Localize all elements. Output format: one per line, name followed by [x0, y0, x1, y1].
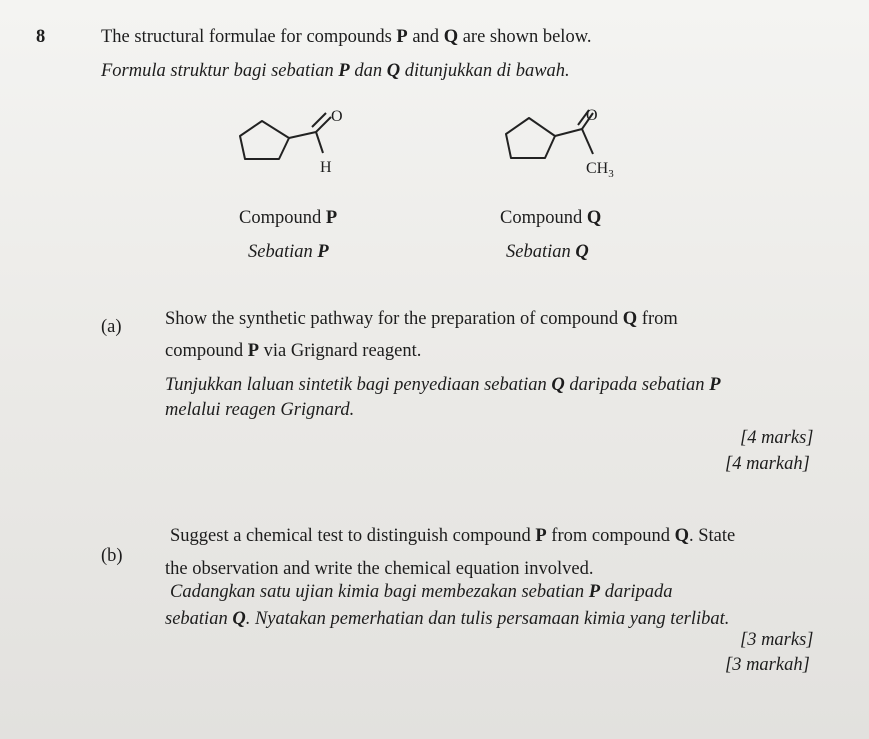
- label-text: Sebatian: [248, 242, 318, 262]
- part-a-ms-line2: melalui reagen Grignard.: [165, 400, 355, 420]
- bond-c-o-p-1: [316, 117, 331, 132]
- part-b-ms-line2: [165, 610, 729, 629]
- compound-p-label-en: [239, 209, 337, 228]
- compound-q-label-en: [500, 209, 601, 228]
- methyl-subscript: 3: [608, 168, 614, 180]
- text: daripada sebatian: [564, 375, 710, 395]
- part-b-en-line1: [170, 527, 735, 546]
- label-letter: P: [317, 242, 329, 262]
- part-b-en-line2: the observation and write the chemical equation involved.: [165, 559, 594, 579]
- intro-en-text-2: and: [407, 27, 444, 47]
- oxygen-atom-p: O: [331, 108, 343, 125]
- text: . State: [688, 526, 736, 546]
- bond-c-h-p: [316, 132, 323, 153]
- label-text: Compound: [500, 208, 587, 228]
- hydrogen-atom-p: H: [320, 159, 332, 176]
- intro-ms-text-2: dan: [349, 61, 387, 81]
- intro-en-q: Q: [443, 27, 459, 47]
- text: from compound: [546, 526, 675, 546]
- text: Cadangkan satu ujian kimia bagi membezakan sebatian: [170, 582, 589, 602]
- label-letter: Q: [586, 208, 602, 228]
- intro-en-p: P: [396, 27, 408, 47]
- oxygen-atom-q: O: [586, 107, 598, 124]
- compound-p-ref: P: [709, 375, 721, 395]
- part-a-label: (a): [101, 317, 122, 337]
- compound-q-structure: [506, 110, 593, 158]
- intro-en-text-1: The structural formulae for compounds: [101, 27, 397, 47]
- part-a-en-line1: [165, 310, 678, 329]
- marks-text: [3 markah]: [725, 655, 810, 675]
- label-text: Compound: [239, 208, 326, 228]
- part-a-en-line2: [165, 342, 421, 361]
- compound-p-ref: P: [535, 526, 547, 546]
- compound-q-ref: Q: [622, 309, 638, 329]
- intro-ms-p: P: [338, 61, 350, 81]
- text: sebatian: [165, 609, 233, 629]
- marks-text: [4 marks]: [740, 428, 814, 448]
- text: Show the synthetic pathway for the preparation of compound: [165, 309, 623, 329]
- part-a-marks-en: [740, 429, 814, 448]
- label-letter: Q: [575, 242, 589, 262]
- part-a-ms-line1: [165, 376, 721, 395]
- compound-p-ref: P: [588, 582, 601, 602]
- text: . Nyatakan pemerhatian dan tulis persamaan kimia yang terlibat.: [245, 609, 730, 629]
- text: Tunjukkan laluan sintetik bagi penyediaan sebatian: [165, 375, 552, 395]
- text: daripada: [600, 582, 673, 602]
- text: compound: [165, 341, 248, 361]
- marks-text: [4 markah]: [725, 454, 810, 474]
- intro-ms-q: Q: [386, 61, 401, 81]
- text: Suggest a chemical test to distinguish compound: [170, 526, 536, 546]
- part-b-label: (b): [101, 546, 123, 566]
- structural-formulae: [0, 0, 869, 300]
- part-a-marks-ms: [725, 455, 810, 474]
- part-b-marks-ms: [725, 656, 810, 675]
- intro-ms-text-1: Formula struktur bagi sebatian: [101, 61, 339, 81]
- compound-q-ref: Q: [674, 526, 689, 546]
- label-text: Sebatian: [506, 242, 576, 262]
- part-b-marks-en: [740, 631, 814, 650]
- bond-c-ch3-q: [582, 129, 593, 154]
- marks-text: [3 marks]: [740, 630, 814, 650]
- text: via Grignard reagent.: [259, 341, 422, 361]
- compound-p-label-ms: [248, 243, 329, 262]
- part-b-ms-line1: [170, 583, 673, 602]
- compound-q-ref: Q: [551, 375, 565, 395]
- question-number: 8: [36, 27, 46, 47]
- cyclopentane-ring-p: [240, 121, 289, 159]
- methyl-group-q: [586, 160, 614, 180]
- compound-q-ref: Q: [232, 609, 246, 629]
- compound-q-label-ms: [506, 243, 589, 262]
- text: from: [637, 309, 678, 329]
- compound-p-structure: [240, 113, 331, 159]
- compound-p-ref: P: [247, 341, 260, 361]
- bond-ring-carbonyl-p: [289, 132, 316, 138]
- label-letter: P: [325, 208, 338, 228]
- cyclopentane-ring-q: [506, 118, 555, 158]
- methyl-ch: CH: [586, 160, 609, 177]
- intro-ms-text-3: ditunjukkan di bawah.: [400, 61, 570, 81]
- intro-en-text-3: are shown below.: [458, 27, 592, 47]
- bond-ring-carbonyl-q: [555, 129, 582, 136]
